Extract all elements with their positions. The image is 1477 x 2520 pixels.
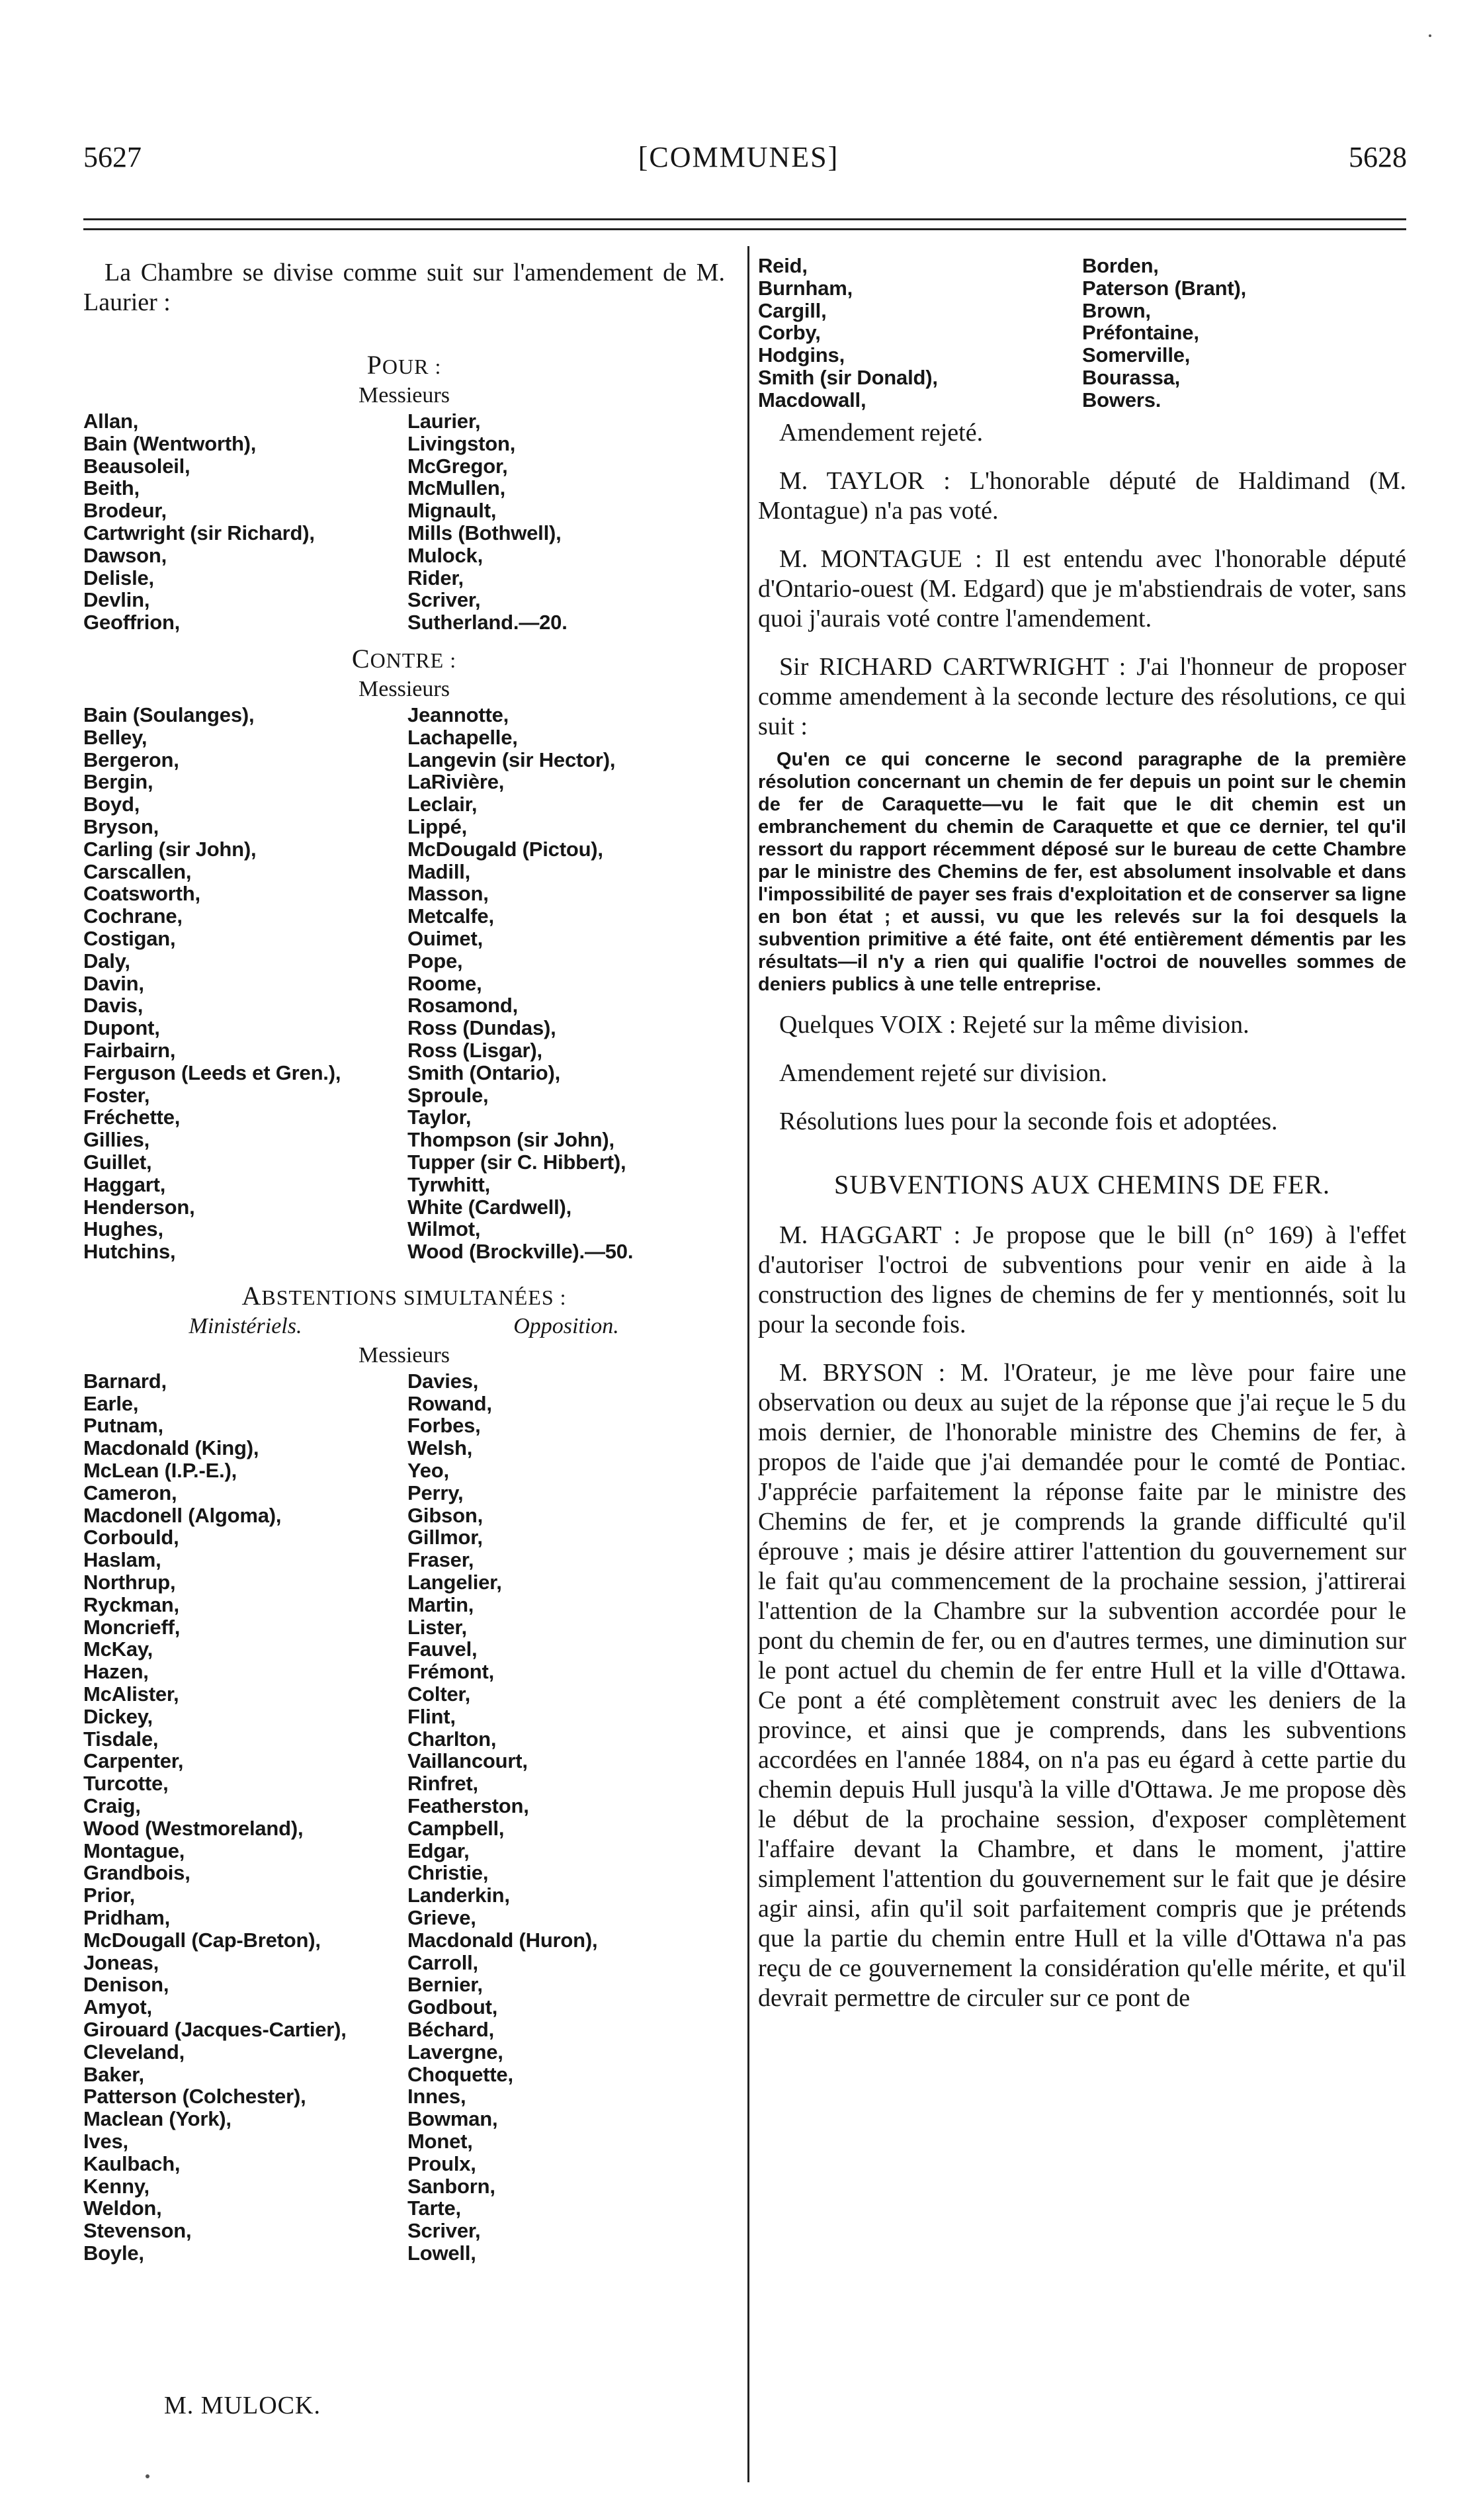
member-name: Belley, <box>83 725 148 749</box>
member-name: Hughes, <box>83 1217 163 1241</box>
member-name: Wood (Brockville).—50. <box>407 1240 634 1264</box>
member-name: Tyrwhitt, <box>407 1172 491 1196</box>
pour-heading: POUR : <box>366 350 442 380</box>
member-name: Dawson, <box>83 543 167 567</box>
member-name: Pope, <box>407 949 463 973</box>
division-intro: La Chambre se divise comme suit sur l'amendement de M. Laurier : <box>83 259 725 316</box>
member-name: Bain (Wentworth), <box>83 431 257 455</box>
member-name: Corbould, <box>83 1526 179 1549</box>
member-name: Godbout, <box>407 1995 498 2019</box>
member-name: Boyd, <box>83 793 140 816</box>
speck-mark <box>146 2474 149 2478</box>
member-name: Smith (sir Donald), <box>758 365 938 389</box>
member-name: Guillet, <box>83 1150 152 1174</box>
abstentions-heading: ABSTENTIONS SIMULTANÉES : <box>241 1280 567 1311</box>
member-name: Montague, <box>83 1839 185 1862</box>
member-name: Wood (Westmoreland), <box>83 1816 304 1840</box>
member-name: Geoffrion, <box>83 611 181 634</box>
member-name: Featherston, <box>407 1794 529 1818</box>
member-name: Davis, <box>83 994 144 1018</box>
page-number-right: 5628 <box>1349 141 1407 173</box>
member-name: Sutherland.—20. <box>407 611 568 634</box>
member-name: Putnam, <box>83 1414 163 1438</box>
abstention-groups <box>83 1312 725 1341</box>
member-name: Stevenson, <box>83 2219 192 2243</box>
member-name: Macdonald (Huron), <box>407 1928 598 1952</box>
continued-names-col1 <box>758 255 1082 412</box>
member-name: Langevin (sir Hector), <box>407 748 616 771</box>
member-name: Moncrieff, <box>83 1615 181 1639</box>
member-name: McDougall (Cap-Breton), <box>83 1928 321 1952</box>
member-name: Gillmor, <box>407 1526 483 1549</box>
abstention-names <box>83 1370 725 2265</box>
member-name: Béchard, <box>407 2018 495 2041</box>
member-name: White (Cardwell), <box>407 1195 572 1219</box>
member-name: Grandbois, <box>83 1861 190 1885</box>
member-name: Thompson (sir John), <box>407 1128 614 1152</box>
member-name: Coatsworth, <box>83 882 200 906</box>
section-heading: SUBVENTIONS AUX CHEMINS DE FER. <box>834 1169 1330 1199</box>
member-name: Corby, <box>758 321 821 345</box>
member-name: Northrup, <box>83 1571 176 1594</box>
paragraph-haggart: M. HAGGART : Je propose que le bill (n° 169) à l'effet d'autoriser l'octroi de subventions pour venir en aide à la construction des lignes de chemins de fer y mentionnés, soit lu pour la seconde fois. <box>758 1221 1406 1338</box>
pour-names-col1 <box>83 410 407 634</box>
member-name: Fauvel, <box>407 1637 478 1661</box>
abstention-names-col1 <box>83 1370 407 2265</box>
header-rule-bottom <box>83 228 1406 230</box>
member-name: Kaulbach, <box>83 2151 181 2175</box>
member-name: Dupont, <box>83 1016 160 1040</box>
member-name: Costigan, <box>83 926 176 950</box>
footer-name: M. MULOCK. <box>164 2392 321 2419</box>
member-name: Dickey, <box>83 1704 153 1728</box>
member-name: Mignault, <box>407 499 497 523</box>
member-name: Ross (Lisgar), <box>407 1038 542 1062</box>
member-name: Mulock, <box>407 543 484 567</box>
member-name: Carscallen, <box>83 859 192 883</box>
member-name: Laurier, <box>407 410 481 433</box>
member-name: Bernier, <box>407 1973 483 1997</box>
member-name: Christie, <box>407 1861 489 1885</box>
motion-text: Qu'en ce qui concerne le second paragraphe de la première résolution concernant un chemin de fer depuis un point sur le chemin de fer de Caraquette—vu le fait que le dit chemin est un embranchement du chemin de Caraquette et que ce dernier, tel qu'il ressort du rapport récemment déposé sur le bureau de cette Chambre par le ministre des Chemins de fer, est absolument insolvable et dans l'impossibilité de payer ses frais d'exploitation et de conserver sa ligne en bon état ; et aussi, vu que les relevés sur la foi desquels la subvention primitive a été faite, ont été entièrement démentis par les résultats—il n'y a rien qui qualifie l'octroi de nouvelles sommes de deniers publics à une telle entreprise. <box>758 748 1406 995</box>
member-name: Bourassa, <box>1082 365 1181 389</box>
member-name: Choquette, <box>407 2062 513 2086</box>
member-name: Carroll, <box>407 1950 478 1974</box>
member-name: Hazen, <box>83 1660 149 1684</box>
member-name: Cameron, <box>83 1481 177 1504</box>
member-name: Bergeron, <box>83 748 179 771</box>
member-name: Gibson, <box>407 1503 483 1527</box>
member-name: Bryson, <box>83 814 159 838</box>
contre-heading: CONTRE : <box>351 643 457 673</box>
member-name: Ryckman, <box>83 1592 179 1616</box>
member-name: Yeo, <box>407 1459 449 1483</box>
member-name: Scriver, <box>407 2219 481 2243</box>
member-name: Borden, <box>1082 254 1159 277</box>
member-name: McKay, <box>83 1637 153 1661</box>
member-name: Langelier, <box>407 1571 502 1594</box>
member-name: Grieve, <box>407 1906 476 1930</box>
member-name: Cochrane, <box>83 904 183 928</box>
header-rule-top <box>83 218 1406 220</box>
speck-mark <box>1429 34 1431 37</box>
member-name: Haslam, <box>83 1548 161 1572</box>
paragraph-bryson: M. BRYSON : M. l'Orateur, je me lève pour faire une observation ou deux au sujet de la réponse que j'ai reçue le 5 du mois dernier, de l'honorable ministre des Chemins de fer, à propos de l'aide que j'ai demandée pour le comté de Pontiac. J'apprécie parfaitement la réponse faite par le ministre des Chemins de fer, et je comprends la grande difficulté qu'il éprouve ; mais je désire attirer l'attention du gouvernement sur le fait qu'au commencement de la prochaine session, j'attirerai l'attention de la Chambre sur la subvention accordée pour le pont du chemin de fer, ou en d'autres termes, une diminution sur le pont actuel du chemin de fer entre Hull et la ville d'Ottawa. Ce pont a été complètement construit avec les deniers de la province, et ainsi que je comprends, dans les subventions accordées en l'année 1884, on n'a pas eu égard à cette partie du chemin depuis Hull jusqu'à la ville d'Ottawa. Je me propose dès le début de la prochaine session, d'exposer complètement l'affaire devant la Chambre, et dans le moment, j'attire simplement l'attention du gouvernement sur le fait que je désire agir ainsi, afin qu'il soit parfaitement compris que je prétends que la partie du chemin entre Hull et la ville d'Ottawa n'a pas reçu de ce gouvernement la considération qu'elle mérite, et qu'il devrait permettre de circuler sur ce pont de <box>758 1358 1406 2012</box>
member-name: McDougald (Pictou), <box>407 837 603 861</box>
contre-messieurs: Messieurs <box>359 676 450 701</box>
member-name: Proulx, <box>407 2151 476 2175</box>
member-name: Sproule, <box>407 1083 489 1107</box>
member-name: Lippé, <box>407 814 468 838</box>
member-name: Welsh, <box>407 1436 473 1460</box>
paragraph-rejete-division: Amendement rejeté sur division. <box>779 1059 1107 1087</box>
member-name: Weldon, <box>83 2196 162 2220</box>
member-name: Ives, <box>83 2129 128 2153</box>
member-name: Cargill, <box>758 298 827 322</box>
member-name: Burnham, <box>758 276 853 300</box>
member-name: Flint, <box>407 1704 456 1728</box>
contre-names-col2 <box>407 704 725 1263</box>
member-name: Boyle, <box>83 2241 144 2265</box>
member-name: Forbes, <box>407 1414 481 1438</box>
member-name: Smith (Ontario), <box>407 1061 561 1084</box>
member-name: Livingston, <box>407 431 516 455</box>
member-name: Denison, <box>83 1973 169 1997</box>
member-name: Martin, <box>407 1592 474 1616</box>
member-name: Cartwright (sir Richard), <box>83 521 315 544</box>
member-name: Earle, <box>83 1391 139 1415</box>
member-name: Daly, <box>83 949 130 973</box>
member-name: Lister, <box>407 1615 467 1639</box>
member-name: Taylor, <box>407 1106 472 1129</box>
member-name: Macdonald (King), <box>83 1436 259 1460</box>
member-name: Craig, <box>83 1794 141 1818</box>
member-name: McAlister, <box>83 1682 179 1706</box>
member-name: Perry, <box>407 1481 464 1504</box>
member-name: Rider, <box>407 566 464 589</box>
member-name: Ouimet, <box>407 926 484 950</box>
member-name: Vaillancourt, <box>407 1749 528 1773</box>
member-name: Bowers. <box>1082 388 1161 412</box>
member-name: Girouard (Jacques-Cartier), <box>83 2018 347 2041</box>
member-name: Macdowall, <box>758 388 866 412</box>
member-name: Fraser, <box>407 1548 474 1572</box>
member-name: Barnard, <box>83 1369 167 1393</box>
continued-names-col2 <box>1082 255 1406 412</box>
pour-names-col2 <box>407 410 725 634</box>
member-name: Metcalfe, <box>407 904 494 928</box>
member-name: Edgar, <box>407 1839 470 1862</box>
contre-names-col1 <box>83 704 407 1263</box>
member-name: Innes, <box>407 2085 466 2108</box>
member-name: Tisdale, <box>83 1727 159 1751</box>
paragraph-amendement-rejete: Amendement rejeté. <box>779 418 984 447</box>
member-name: Henderson, <box>83 1195 195 1219</box>
paragraph-montague: M. MONTAGUE : Il est entendu avec l'honorable député d'Ontario-ouest (M. Edgard) que je m'abstiendrais de voter, sans quoi j'aurais voté contre l'amendement. <box>758 544 1406 632</box>
member-name: Allan, <box>83 410 139 433</box>
paragraph-cartwright: Sir RICHARD CARTWRIGHT : J'ai l'honneur de proposer comme amendement à la seconde lecture des résolutions, ce qui suit : <box>758 652 1406 740</box>
member-name: Bergin, <box>83 770 153 794</box>
abstention-names-col2 <box>407 1370 725 2265</box>
member-name: Paterson (Brant), <box>1082 276 1247 300</box>
member-name: Leclair, <box>407 793 478 816</box>
member-name: Turcotte, <box>83 1772 169 1796</box>
member-name: Gillies, <box>83 1128 150 1152</box>
member-name: Beith, <box>83 476 140 500</box>
member-name: Rowand, <box>407 1391 492 1415</box>
member-name: Masson, <box>407 882 489 906</box>
member-name: Jeannotte, <box>407 703 509 726</box>
member-name: McMullen, <box>407 476 506 500</box>
member-name: Kenny, <box>83 2174 149 2198</box>
member-name: Davies, <box>407 1369 479 1393</box>
paragraph-resolutions: Résolutions lues pour la seconde fois et adoptées. <box>779 1107 1278 1135</box>
member-name: Colter, <box>407 1682 471 1706</box>
member-name: Joneas, <box>83 1950 159 1974</box>
member-name: Scriver, <box>407 588 481 612</box>
member-name: Devlin, <box>83 588 150 612</box>
member-name: Davin, <box>83 971 144 995</box>
continued-names <box>758 255 1406 412</box>
group-opposition: Opposition. <box>513 1313 619 1338</box>
member-name: Carling (sir John), <box>83 837 257 861</box>
member-name: Somerville, <box>1082 343 1191 367</box>
member-name: Prior, <box>83 1884 136 1907</box>
member-name: Brown, <box>1082 298 1151 322</box>
member-name: McLean (I.P.-E.), <box>83 1459 237 1483</box>
member-name: McGregor, <box>407 454 508 478</box>
member-name: Brodeur, <box>83 499 167 523</box>
group-ministeriels: Ministériels. <box>189 1313 302 1338</box>
member-name: Tupper (sir C. Hibbert), <box>407 1150 626 1174</box>
member-name: Bain (Soulanges), <box>83 703 255 726</box>
member-name: Carpenter, <box>83 1749 184 1773</box>
member-name: Hodgins, <box>758 343 845 367</box>
member-name: Ferguson (Leeds et Gren.), <box>83 1061 341 1084</box>
pour-messieurs: Messieurs <box>359 383 450 408</box>
paragraph-voix: Quelques VOIX : Rejeté sur la même division. <box>779 1010 1249 1039</box>
member-name: Ross (Dundas), <box>407 1016 556 1040</box>
member-name: Pridham, <box>83 1906 171 1930</box>
member-name: Monet, <box>407 2129 473 2153</box>
page-number-left: 5627 <box>83 141 142 173</box>
left-column <box>83 258 725 2265</box>
member-name: Foster, <box>83 1083 150 1107</box>
member-name: Amyot, <box>83 1995 152 2019</box>
member-name: Lavergne, <box>407 2040 503 2064</box>
member-name: Wilmot, <box>407 1217 481 1241</box>
member-name: Roome, <box>407 971 482 995</box>
member-name: Rinfret, <box>407 1772 478 1796</box>
member-name: Fairbairn, <box>83 1038 176 1062</box>
member-name: Mills (Bothwell), <box>407 521 562 544</box>
page-title: [COMMUNES] <box>638 141 839 173</box>
member-name: Rosamond, <box>407 994 518 1018</box>
contre-names <box>83 704 725 1263</box>
pour-names <box>83 410 725 634</box>
member-name: Reid, <box>758 254 808 277</box>
member-name: Delisle, <box>83 566 154 589</box>
column-divider <box>747 246 749 2482</box>
member-name: LaRivière, <box>407 770 505 794</box>
member-name: Macdonell (Algoma), <box>83 1503 282 1527</box>
right-column <box>758 255 1406 2013</box>
member-name: Sanborn, <box>407 2174 495 2198</box>
member-name: Campbell, <box>407 1816 505 1840</box>
member-name: Bowman, <box>407 2107 498 2131</box>
member-name: Maclean (York), <box>83 2107 232 2131</box>
member-name: Cleveland, <box>83 2040 185 2064</box>
member-name: Lowell, <box>407 2241 476 2265</box>
member-name: Landerkin, <box>407 1884 510 1907</box>
member-name: Frémont, <box>407 1660 495 1684</box>
member-name: Madill, <box>407 859 471 883</box>
member-name: Baker, <box>83 2062 144 2086</box>
member-name: Patterson (Colchester), <box>83 2085 306 2108</box>
member-name: Hutchins, <box>83 1240 176 1264</box>
member-name: Fréchette, <box>83 1106 181 1129</box>
paragraph-taylor: M. TAYLOR : L'honorable député de Haldimand (M. Montague) n'a pas voté. <box>758 466 1406 525</box>
member-name: Beausoleil, <box>83 454 190 478</box>
member-name: Préfontaine, <box>1082 321 1199 345</box>
member-name: Lachapelle, <box>407 725 518 749</box>
member-name: Charlton, <box>407 1727 497 1751</box>
member-name: Tarte, <box>407 2196 461 2220</box>
abstentions-messieurs: Messieurs <box>359 1342 450 1368</box>
member-name: Haggart, <box>83 1172 166 1196</box>
